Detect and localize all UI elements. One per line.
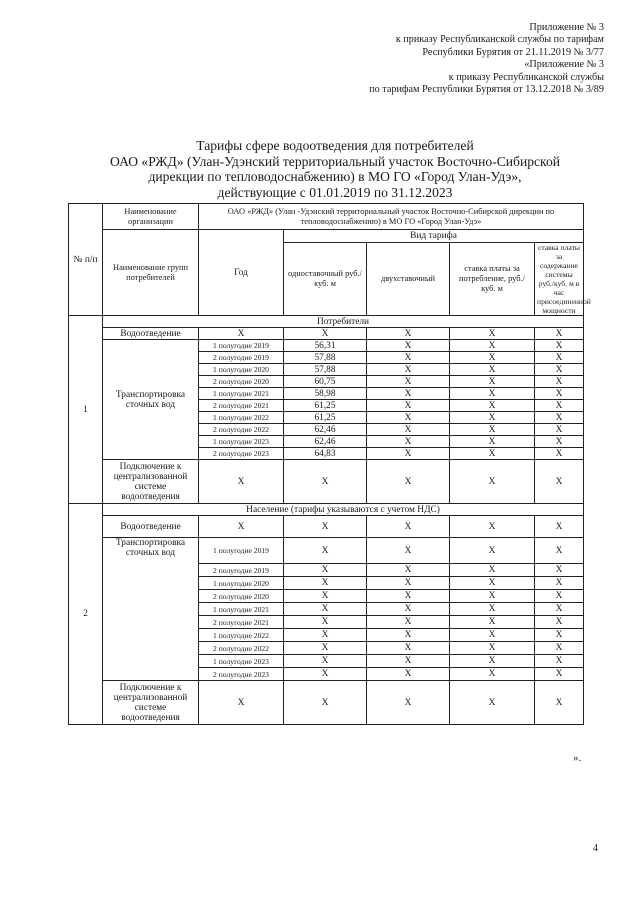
period-cell: 1 полугодие 2021: [199, 388, 284, 400]
table-cell: X: [535, 616, 584, 629]
table-cell: X: [535, 352, 584, 364]
tariff-value-cell: 61,25: [284, 412, 367, 424]
table-cell: X: [367, 412, 450, 424]
table-cell: X: [535, 516, 584, 538]
table-cell: X: [450, 436, 535, 448]
table-cell: X: [367, 436, 450, 448]
table-cell: X: [199, 460, 284, 504]
table-cell: X: [450, 364, 535, 376]
header-two-part: двухставочный: [367, 243, 450, 316]
header-one-part: одноставочный руб./ куб. м: [284, 243, 367, 316]
period-cell: 2 полугодие 2020: [199, 376, 284, 388]
header-tariff-type: Вид тарифа: [284, 230, 584, 243]
header-line: «Приложение № 3: [524, 59, 604, 71]
row-label-wastewater: Водоотведение: [103, 328, 199, 340]
appendix-header: [369, 22, 604, 96]
table-cell: X: [450, 340, 535, 352]
period-cell: 1 полугодие 2022: [199, 629, 284, 642]
row-label-wastewater: Водоотведение: [103, 516, 199, 538]
header-consumer-group: Наименование групп потребителей: [103, 230, 199, 316]
header-line: по тарифам Республики Бурятия от 13.12.2018 № 3/89: [369, 84, 604, 96]
section-number: 1: [69, 316, 103, 504]
table-cell: X: [535, 436, 584, 448]
table-row: [69, 460, 584, 504]
table-cell: X: [535, 448, 584, 460]
period-cell: 1 полугодие 2019: [199, 538, 284, 564]
period-cell: 2 полугодие 2021: [199, 616, 284, 629]
table-cell: X: [535, 364, 584, 376]
tariff-value-cell: 57,88: [284, 352, 367, 364]
table-cell: X: [450, 388, 535, 400]
table-cell: X: [535, 655, 584, 668]
table-cell: X: [535, 668, 584, 681]
period-cell: 2 полугодие 2022: [199, 424, 284, 436]
table-cell: X: [450, 538, 535, 564]
table-cell: X: [535, 590, 584, 603]
tariff-value-cell: X: [284, 642, 367, 655]
table-cell: X: [535, 340, 584, 352]
period-cell: 1 полугодие 2023: [199, 436, 284, 448]
tariff-value-cell: X: [284, 603, 367, 616]
table-cell: X: [450, 328, 535, 340]
table-row: [69, 516, 584, 538]
table-row: [69, 681, 584, 725]
table-row: [69, 328, 584, 340]
table-cell: X: [450, 577, 535, 590]
tariff-value-cell: X: [284, 564, 367, 577]
tariff-value-cell: 61,25: [284, 400, 367, 412]
tariff-value-cell: 56,31: [284, 340, 367, 352]
tariff-value-cell: X: [284, 538, 367, 564]
table-cell: X: [450, 424, 535, 436]
section-title-row: [69, 504, 584, 516]
title-line: дирекции по тепловодоснабжению) в МО ГО «Город Улан-Удэ»,: [148, 169, 522, 185]
tariff-value-cell: 58,98: [284, 388, 367, 400]
table-cell: X: [535, 328, 584, 340]
table-row: [69, 538, 584, 564]
table-cell: X: [450, 516, 535, 538]
table-cell: X: [367, 460, 450, 504]
period-cell: 2 полугодие 2020: [199, 590, 284, 603]
table-cell: X: [535, 577, 584, 590]
table-cell: X: [367, 629, 450, 642]
table-cell: X: [450, 642, 535, 655]
period-cell: 1 полугодие 2021: [199, 603, 284, 616]
table-cell: X: [367, 616, 450, 629]
table-cell: X: [535, 460, 584, 504]
header-year: Год: [199, 230, 284, 316]
closing-quote: ».: [573, 752, 582, 764]
table-cell: X: [535, 538, 584, 564]
period-cell: 2 полугодие 2019: [199, 564, 284, 577]
tariff-value-cell: 57,88: [284, 364, 367, 376]
table-row: [69, 340, 584, 352]
table-cell: X: [450, 460, 535, 504]
tariff-value-cell: X: [284, 655, 367, 668]
period-cell: 1 полугодие 2019: [199, 340, 284, 352]
table-cell: X: [450, 668, 535, 681]
table-cell: X: [450, 352, 535, 364]
table-cell: X: [367, 328, 450, 340]
period-cell: 1 полугодие 2023: [199, 655, 284, 668]
table-cell: X: [450, 681, 535, 725]
table-cell: X: [535, 681, 584, 725]
table-cell: X: [367, 376, 450, 388]
header-line: к приказу Республиканской службы: [448, 71, 604, 83]
table-cell: X: [535, 629, 584, 642]
table-cell: X: [367, 564, 450, 577]
row-label-transport: Транспортировка сточных вод: [103, 538, 199, 681]
period-cell: 2 полугодие 2019: [199, 352, 284, 364]
header-line: Приложение № 3: [529, 22, 604, 33]
table-cell: X: [367, 388, 450, 400]
table-cell: X: [535, 642, 584, 655]
table-cell: X: [450, 603, 535, 616]
table-cell: X: [199, 516, 284, 538]
table-cell: X: [450, 629, 535, 642]
table-cell: X: [450, 448, 535, 460]
table-cell: X: [284, 460, 367, 504]
table-cell: X: [367, 448, 450, 460]
period-cell: 2 полугодие 2023: [199, 448, 284, 460]
page-number: 4: [593, 843, 598, 854]
table-cell: X: [367, 577, 450, 590]
tariff-value-cell: 60,75: [284, 376, 367, 388]
tariff-value-cell: 62,46: [284, 424, 367, 436]
section-title: Потребители: [103, 316, 584, 328]
table-cell: X: [367, 538, 450, 564]
table-cell: X: [367, 340, 450, 352]
table-cell: X: [199, 328, 284, 340]
table-cell: X: [535, 376, 584, 388]
table-cell: X: [535, 424, 584, 436]
table-cell: X: [367, 590, 450, 603]
table-cell: X: [450, 412, 535, 424]
table-cell: X: [284, 328, 367, 340]
table-cell: X: [535, 388, 584, 400]
title-line: ОАО «РЖД» (Улан-Удэнский территориальный участок Восточно-Сибирской: [109, 153, 561, 169]
table-cell: X: [199, 681, 284, 725]
table-cell: X: [450, 655, 535, 668]
header-organization: Наименование организации: [103, 204, 199, 230]
period-cell: 2 полугодие 2023: [199, 668, 284, 681]
period-cell: 1 полугодие 2022: [199, 412, 284, 424]
table-cell: X: [367, 603, 450, 616]
period-cell: 1 полугодие 2020: [199, 364, 284, 376]
table-cell: X: [367, 400, 450, 412]
title-line: Тарифы сфере водоотведения для потребителей: [196, 138, 474, 153]
table-cell: X: [535, 412, 584, 424]
tariff-value-cell: X: [284, 590, 367, 603]
tariff-value-cell: X: [284, 616, 367, 629]
table-cell: X: [367, 681, 450, 725]
header-line: Республики Бурятия от 21.11.2019 № 3/77: [422, 46, 604, 58]
tariff-value-cell: X: [284, 629, 367, 642]
row-label-connection: Подключение к централизованной системе водоотведения: [103, 681, 199, 725]
tariff-table: [68, 203, 591, 725]
tariff-value-cell: X: [284, 668, 367, 681]
table-cell: X: [367, 668, 450, 681]
header-line: к приказу Республиканской службы по тарифам: [395, 34, 604, 46]
table-cell: X: [367, 516, 450, 538]
header-num: № п/п: [69, 204, 103, 316]
tariff-value-cell: 64,83: [284, 448, 367, 460]
table-cell: X: [367, 424, 450, 436]
document-title: [60, 138, 610, 200]
period-cell: 2 полугодие 2021: [199, 400, 284, 412]
tariff-value-cell: 62,46: [284, 436, 367, 448]
table-cell: X: [367, 364, 450, 376]
row-label-connection: Подключение к централизованной системе водоотведения: [103, 460, 199, 504]
table-cell: X: [450, 564, 535, 577]
title-line: действующие с 01.01.2019 по 31.12.2023: [217, 184, 453, 200]
row-label-transport: Транспортировка сточных вод: [103, 340, 199, 460]
period-cell: 2 полугодие 2022: [199, 642, 284, 655]
table-cell: X: [367, 352, 450, 364]
section-title-row: [69, 316, 584, 328]
table-cell: X: [535, 564, 584, 577]
header-rate-maintenance: ставка платы за содержание системы руб./куб. м в час присоединенной мощности: [535, 243, 584, 316]
section-title: Население (тарифы указываются с учетом НДС): [103, 504, 584, 516]
table-cell: X: [450, 400, 535, 412]
table-cell: X: [450, 590, 535, 603]
header-organization-value: ОАО «РЖД» (Улан -Удэнский территориальный участок Восточно-Сибирской дирекции по тепловодоснабжению) в МО ГО «Город Улан-Удэ»: [199, 204, 584, 230]
table-cell: X: [284, 681, 367, 725]
header-rate-use: ставка платы за потребление, руб./ куб. м: [450, 243, 535, 316]
section-number: 2: [69, 504, 103, 725]
table-cell: X: [284, 516, 367, 538]
table-cell: X: [367, 655, 450, 668]
tariff-value-cell: X: [284, 577, 367, 590]
table-cell: X: [367, 642, 450, 655]
table-cell: X: [535, 603, 584, 616]
table-cell: X: [450, 616, 535, 629]
table-cell: X: [535, 400, 584, 412]
period-cell: 1 полугодие 2020: [199, 577, 284, 590]
table-cell: X: [450, 376, 535, 388]
